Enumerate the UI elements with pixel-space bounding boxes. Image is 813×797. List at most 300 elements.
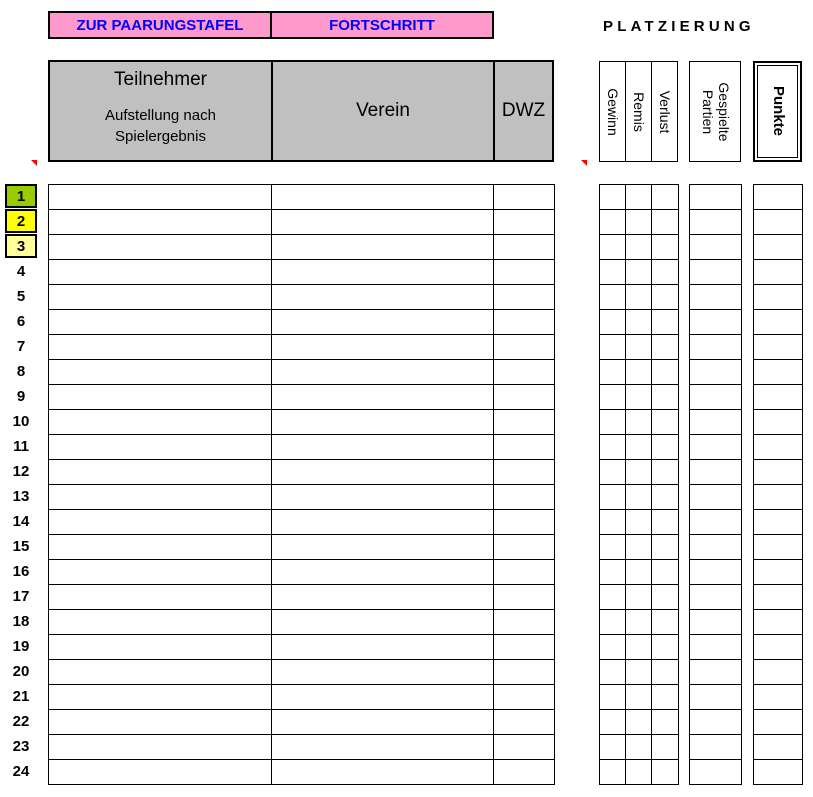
table-row xyxy=(600,485,679,510)
club-cell[interactable] xyxy=(272,585,494,610)
table-row xyxy=(690,335,742,360)
games-played-line-2: Partien xyxy=(700,89,716,135)
games-played-cell[interactable] xyxy=(690,310,742,335)
participant-cell[interactable] xyxy=(49,360,272,385)
losses-cell[interactable] xyxy=(652,760,679,785)
table-row xyxy=(690,735,742,760)
row-number: 21 xyxy=(12,687,30,705)
table-row xyxy=(49,260,555,285)
losses-cell[interactable] xyxy=(652,510,679,535)
games-played-cell[interactable] xyxy=(690,735,742,760)
wins-cell[interactable] xyxy=(600,660,626,685)
points-cell[interactable] xyxy=(754,235,803,260)
row-number: 7 xyxy=(16,337,26,355)
games-played-cell[interactable] xyxy=(690,585,742,610)
club-cell[interactable] xyxy=(272,560,494,585)
points-label: Punkte xyxy=(770,85,787,136)
participant-header xyxy=(48,60,554,162)
club-cell[interactable] xyxy=(272,260,494,285)
participant-cell[interactable] xyxy=(49,660,272,685)
draws-cell[interactable] xyxy=(626,660,652,685)
draws-cell[interactable] xyxy=(626,635,652,660)
games-played-cell[interactable] xyxy=(690,285,742,310)
dwz-cell[interactable] xyxy=(494,610,555,635)
draws-cell[interactable] xyxy=(626,760,652,785)
table-row xyxy=(600,260,679,285)
points-cell[interactable] xyxy=(754,485,803,510)
games-played-cell[interactable] xyxy=(690,360,742,385)
games-played-cell[interactable] xyxy=(690,710,742,735)
pairing-table-button[interactable]: ZUR PAARUNGSTAFEL xyxy=(48,11,272,39)
dwz-cell[interactable] xyxy=(494,385,555,410)
dwz-cell[interactable] xyxy=(494,660,555,685)
losses-cell[interactable] xyxy=(652,335,679,360)
points-cell[interactable] xyxy=(754,410,803,435)
table-row xyxy=(49,485,555,510)
draws-cell[interactable] xyxy=(626,610,652,635)
dwz-cell[interactable] xyxy=(494,535,555,560)
dwz-cell[interactable] xyxy=(494,710,555,735)
points-cell[interactable] xyxy=(754,285,803,310)
wins-cell[interactable] xyxy=(600,385,626,410)
wins-draws-losses-table xyxy=(599,184,679,785)
points-cell[interactable] xyxy=(754,260,803,285)
wins-cell[interactable] xyxy=(600,260,626,285)
progress-button[interactable]: FORTSCHRITT xyxy=(270,11,494,39)
table-row xyxy=(49,535,555,560)
games-played-cell[interactable] xyxy=(690,460,742,485)
games-played-cell[interactable] xyxy=(690,685,742,710)
club-cell[interactable] xyxy=(272,185,494,210)
wins-cell[interactable] xyxy=(600,735,626,760)
participant-cell[interactable] xyxy=(49,635,272,660)
draws-label: Remis xyxy=(631,92,647,132)
draws-header xyxy=(625,61,652,162)
row-number: 18 xyxy=(12,612,30,630)
row-number: 9 xyxy=(16,387,26,405)
table-row xyxy=(754,660,803,685)
row-number: 22 xyxy=(12,712,30,730)
table-row xyxy=(49,210,555,235)
draws-cell[interactable] xyxy=(626,585,652,610)
dwz-cell[interactable] xyxy=(494,485,555,510)
participant-cell[interactable] xyxy=(49,410,272,435)
club-cell[interactable] xyxy=(272,735,494,760)
participant-cell[interactable] xyxy=(49,535,272,560)
games-played-cell[interactable] xyxy=(690,235,742,260)
draws-cell[interactable] xyxy=(626,210,652,235)
wins-cell[interactable] xyxy=(600,435,626,460)
draws-cell[interactable] xyxy=(626,360,652,385)
club-cell[interactable] xyxy=(272,685,494,710)
row-number: 12 xyxy=(12,462,30,480)
table-row xyxy=(754,510,803,535)
wins-cell[interactable] xyxy=(600,285,626,310)
wins-cell[interactable] xyxy=(600,210,626,235)
participant-cell[interactable] xyxy=(49,235,272,260)
participant-cell[interactable] xyxy=(49,560,272,585)
row-number: 16 xyxy=(12,562,30,580)
dwz-cell[interactable] xyxy=(494,210,555,235)
draws-cell[interactable] xyxy=(626,460,652,485)
table-row xyxy=(690,385,742,410)
games-played-cell[interactable] xyxy=(690,510,742,535)
games-played-cell[interactable] xyxy=(690,660,742,685)
table-row xyxy=(690,560,742,585)
club-cell[interactable] xyxy=(272,660,494,685)
club-cell[interactable] xyxy=(272,635,494,660)
points-cell[interactable] xyxy=(754,510,803,535)
draws-cell[interactable] xyxy=(626,510,652,535)
draws-cell[interactable] xyxy=(626,485,652,510)
participant-cell[interactable] xyxy=(49,285,272,310)
participant-cell[interactable] xyxy=(49,485,272,510)
wins-cell[interactable] xyxy=(600,460,626,485)
participant-cell[interactable] xyxy=(49,585,272,610)
draws-cell[interactable] xyxy=(626,435,652,460)
table-row xyxy=(49,310,555,335)
row-number: 6 xyxy=(16,312,26,330)
wins-cell[interactable] xyxy=(600,335,626,360)
table-row xyxy=(49,285,555,310)
table-row xyxy=(49,235,555,260)
row-number: 3 xyxy=(5,234,37,258)
points-cell[interactable] xyxy=(754,760,803,785)
table-row xyxy=(49,510,555,535)
losses-cell[interactable] xyxy=(652,535,679,560)
wins-cell[interactable] xyxy=(600,310,626,335)
draws-cell[interactable] xyxy=(626,410,652,435)
dwz-cell[interactable] xyxy=(494,435,555,460)
draws-cell[interactable] xyxy=(626,235,652,260)
wins-header xyxy=(599,61,626,162)
club-cell[interactable] xyxy=(272,460,494,485)
table-row xyxy=(754,710,803,735)
club-cell[interactable] xyxy=(272,410,494,435)
dwz-cell[interactable] xyxy=(494,585,555,610)
row-number: 24 xyxy=(12,762,30,780)
table-row xyxy=(754,360,803,385)
games-played-cell[interactable] xyxy=(690,435,742,460)
games-played-cell[interactable] xyxy=(690,560,742,585)
table-row xyxy=(600,235,679,260)
losses-cell[interactable] xyxy=(652,210,679,235)
dwz-cell[interactable] xyxy=(494,410,555,435)
participant-cell[interactable] xyxy=(49,385,272,410)
wins-cell[interactable] xyxy=(600,510,626,535)
games-played-cell[interactable] xyxy=(690,485,742,510)
points-cell[interactable] xyxy=(754,585,803,610)
table-row xyxy=(754,285,803,310)
dwz-cell[interactable] xyxy=(494,360,555,385)
table-row xyxy=(600,360,679,385)
table-row xyxy=(49,635,555,660)
table-row xyxy=(690,260,742,285)
dwz-cell[interactable] xyxy=(494,760,555,785)
participant-cell[interactable] xyxy=(49,610,272,635)
wins-cell[interactable] xyxy=(600,535,626,560)
losses-cell[interactable] xyxy=(652,485,679,510)
losses-cell[interactable] xyxy=(652,560,679,585)
table-row xyxy=(754,210,803,235)
draws-cell[interactable] xyxy=(626,285,652,310)
dwz-cell[interactable] xyxy=(494,310,555,335)
games-played-cell[interactable] xyxy=(690,610,742,635)
wins-cell[interactable] xyxy=(600,560,626,585)
games-played-table xyxy=(689,184,742,785)
losses-cell[interactable] xyxy=(652,710,679,735)
losses-cell[interactable] xyxy=(652,635,679,660)
games-played-label xyxy=(700,62,732,162)
losses-cell[interactable] xyxy=(652,360,679,385)
table-row xyxy=(754,760,803,785)
club-label: Verein xyxy=(356,100,410,121)
points-cell[interactable] xyxy=(754,435,803,460)
losses-cell[interactable] xyxy=(652,410,679,435)
points-cell[interactable] xyxy=(754,735,803,760)
draws-cell[interactable] xyxy=(626,535,652,560)
losses-cell[interactable] xyxy=(652,735,679,760)
table-row xyxy=(600,460,679,485)
table-row xyxy=(600,560,679,585)
wins-cell[interactable] xyxy=(600,635,626,660)
losses-cell[interactable] xyxy=(652,435,679,460)
participant-header-cell xyxy=(50,62,273,160)
table-row xyxy=(49,385,555,410)
table-row xyxy=(754,460,803,485)
participant-cell[interactable] xyxy=(49,335,272,360)
row-number: 17 xyxy=(12,587,30,605)
club-cell[interactable] xyxy=(272,235,494,260)
points-cell[interactable] xyxy=(754,660,803,685)
club-cell[interactable] xyxy=(272,710,494,735)
table-row xyxy=(600,660,679,685)
club-header-cell xyxy=(273,62,495,160)
points-cell[interactable] xyxy=(754,635,803,660)
table-row xyxy=(49,585,555,610)
games-played-header xyxy=(689,61,741,162)
table-row xyxy=(690,760,742,785)
table-row xyxy=(690,660,742,685)
losses-cell[interactable] xyxy=(652,310,679,335)
draws-cell[interactable] xyxy=(626,735,652,760)
draws-cell[interactable] xyxy=(626,385,652,410)
table-row xyxy=(600,310,679,335)
losses-cell[interactable] xyxy=(652,610,679,635)
table-row xyxy=(754,610,803,635)
losses-header xyxy=(651,61,678,162)
dwz-cell[interactable] xyxy=(494,185,555,210)
table-row xyxy=(49,760,555,785)
table-row xyxy=(754,185,803,210)
table-row xyxy=(754,535,803,560)
table-row xyxy=(49,435,555,460)
wins-cell[interactable] xyxy=(600,235,626,260)
games-played-cell[interactable] xyxy=(690,385,742,410)
participant-cell[interactable] xyxy=(49,685,272,710)
games-played-cell[interactable] xyxy=(690,210,742,235)
table-row xyxy=(600,635,679,660)
losses-label: Verlust xyxy=(657,90,673,134)
table-row xyxy=(600,610,679,635)
participant-cell[interactable] xyxy=(49,185,272,210)
table-row xyxy=(754,485,803,510)
table-row xyxy=(600,210,679,235)
participant-cell[interactable] xyxy=(49,310,272,335)
club-cell[interactable] xyxy=(272,360,494,385)
club-cell[interactable] xyxy=(272,285,494,310)
wins-cell[interactable] xyxy=(600,610,626,635)
losses-cell[interactable] xyxy=(652,285,679,310)
points-cell[interactable] xyxy=(754,685,803,710)
participant-cell[interactable] xyxy=(49,435,272,460)
table-row xyxy=(600,335,679,360)
points-table xyxy=(753,184,803,785)
dwz-cell[interactable] xyxy=(494,735,555,760)
games-played-cell[interactable] xyxy=(690,185,742,210)
wins-cell[interactable] xyxy=(600,410,626,435)
points-cell[interactable] xyxy=(754,210,803,235)
dwz-cell[interactable] xyxy=(494,335,555,360)
wins-cell[interactable] xyxy=(600,185,626,210)
wins-cell[interactable] xyxy=(600,585,626,610)
games-played-cell[interactable] xyxy=(690,535,742,560)
table-row xyxy=(49,610,555,635)
table-row xyxy=(754,635,803,660)
table-row xyxy=(49,410,555,435)
table-row xyxy=(600,510,679,535)
table-row xyxy=(690,460,742,485)
table-row xyxy=(754,735,803,760)
dwz-cell[interactable] xyxy=(494,510,555,535)
draws-cell[interactable] xyxy=(626,310,652,335)
games-played-cell[interactable] xyxy=(690,635,742,660)
ranking-title: PLATZIERUNG xyxy=(603,18,755,35)
draws-cell[interactable] xyxy=(626,560,652,585)
table-row xyxy=(690,535,742,560)
losses-cell[interactable] xyxy=(652,185,679,210)
points-cell[interactable] xyxy=(754,385,803,410)
draws-cell[interactable] xyxy=(626,710,652,735)
wins-cell[interactable] xyxy=(600,760,626,785)
club-cell[interactable] xyxy=(272,385,494,410)
participant-sub-line-1: Aufstellung nach xyxy=(105,107,216,124)
dwz-cell[interactable] xyxy=(494,635,555,660)
participant-cell[interactable] xyxy=(49,735,272,760)
dwz-cell[interactable] xyxy=(494,235,555,260)
participant-cell[interactable] xyxy=(49,260,272,285)
table-row xyxy=(600,710,679,735)
comment-marker xyxy=(581,160,587,166)
dwz-cell[interactable] xyxy=(494,260,555,285)
club-cell[interactable] xyxy=(272,310,494,335)
club-cell[interactable] xyxy=(272,610,494,635)
wins-cell[interactable] xyxy=(600,485,626,510)
club-cell[interactable] xyxy=(272,510,494,535)
dwz-header-cell xyxy=(495,62,552,160)
points-cell[interactable] xyxy=(754,310,803,335)
points-cell[interactable] xyxy=(754,460,803,485)
participant-cell[interactable] xyxy=(49,510,272,535)
games-played-cell[interactable] xyxy=(690,335,742,360)
row-number: 2 xyxy=(5,209,37,233)
table-row xyxy=(600,685,679,710)
row-number: 13 xyxy=(12,487,30,505)
table-row xyxy=(600,585,679,610)
row-number: 1 xyxy=(5,184,37,208)
losses-cell[interactable] xyxy=(652,585,679,610)
club-cell[interactable] xyxy=(272,535,494,560)
games-played-cell[interactable] xyxy=(690,260,742,285)
draws-cell[interactable] xyxy=(626,335,652,360)
losses-cell[interactable] xyxy=(652,685,679,710)
table-row xyxy=(690,485,742,510)
games-played-cell[interactable] xyxy=(690,760,742,785)
row-number: 19 xyxy=(12,637,30,655)
points-cell[interactable] xyxy=(754,535,803,560)
points-cell[interactable] xyxy=(754,185,803,210)
losses-cell[interactable] xyxy=(652,385,679,410)
dwz-cell[interactable] xyxy=(494,285,555,310)
table-row xyxy=(690,235,742,260)
table-row xyxy=(600,435,679,460)
wins-cell[interactable] xyxy=(600,360,626,385)
wins-cell[interactable] xyxy=(600,710,626,735)
table-row xyxy=(690,285,742,310)
participant-cell[interactable] xyxy=(49,460,272,485)
row-number: 14 xyxy=(12,512,30,530)
losses-cell[interactable] xyxy=(652,235,679,260)
points-cell[interactable] xyxy=(754,710,803,735)
draws-cell[interactable] xyxy=(626,685,652,710)
points-cell[interactable] xyxy=(754,335,803,360)
table-row xyxy=(600,535,679,560)
participant-cell[interactable] xyxy=(49,760,272,785)
table-row xyxy=(690,610,742,635)
losses-cell[interactable] xyxy=(652,660,679,685)
club-cell[interactable] xyxy=(272,760,494,785)
participant-cell[interactable] xyxy=(49,210,272,235)
points-cell[interactable] xyxy=(754,610,803,635)
table-row xyxy=(754,685,803,710)
club-cell[interactable] xyxy=(272,485,494,510)
club-cell[interactable] xyxy=(272,335,494,360)
table-row xyxy=(690,310,742,335)
participant-sub-line-2: Spielergebnis xyxy=(115,128,206,145)
club-cell[interactable] xyxy=(272,435,494,460)
draws-cell[interactable] xyxy=(626,185,652,210)
points-cell[interactable] xyxy=(754,360,803,385)
table-row xyxy=(690,185,742,210)
dwz-cell[interactable] xyxy=(494,685,555,710)
losses-cell[interactable] xyxy=(652,460,679,485)
wins-cell[interactable] xyxy=(600,685,626,710)
row-number: 8 xyxy=(16,362,26,380)
club-cell[interactable] xyxy=(272,210,494,235)
points-cell[interactable] xyxy=(754,560,803,585)
dwz-cell[interactable] xyxy=(494,560,555,585)
table-row xyxy=(690,360,742,385)
table-row xyxy=(690,435,742,460)
draws-cell[interactable] xyxy=(626,260,652,285)
table-row xyxy=(690,585,742,610)
table-row xyxy=(754,560,803,585)
table-row xyxy=(754,385,803,410)
losses-cell[interactable] xyxy=(652,260,679,285)
participant-cell[interactable] xyxy=(49,710,272,735)
games-played-cell[interactable] xyxy=(690,410,742,435)
dwz-cell[interactable] xyxy=(494,460,555,485)
